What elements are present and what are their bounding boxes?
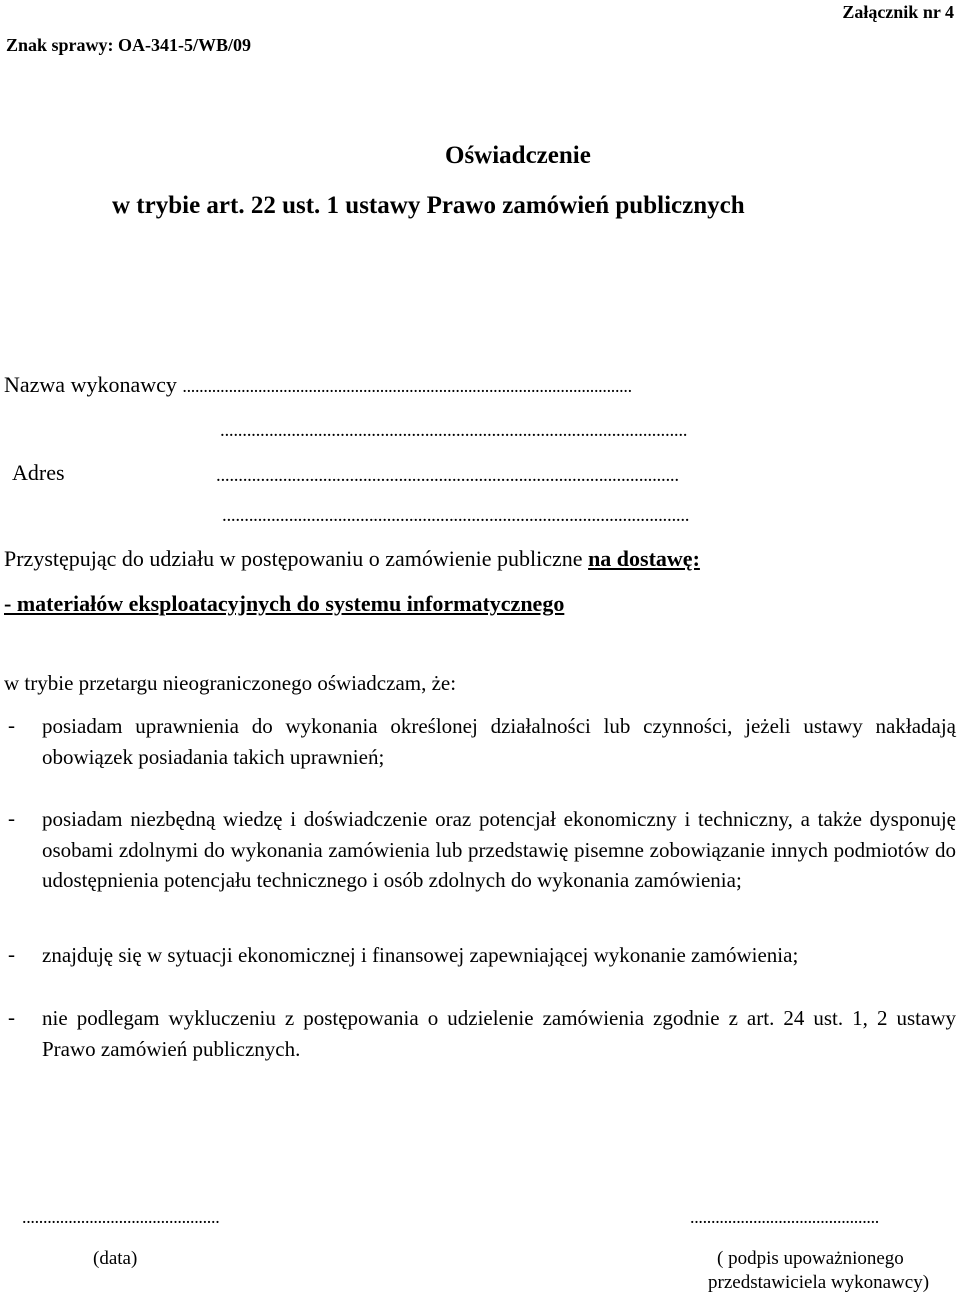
contractor-address-dots-2: ......................................................................................................... [222, 505, 690, 526]
case-number: Znak sprawy: OA-341-5/WB/09 [6, 35, 252, 55]
intro-paragraph [4, 546, 700, 572]
document-title: Oświadczenie [445, 142, 591, 169]
statement-3-dash: - [8, 942, 15, 966]
statement-2-dash: - [8, 806, 15, 830]
contractor-address-label: Adres [12, 460, 65, 485]
signature-label-line2: przedstawiciela wykonawcy) [708, 1272, 930, 1293]
date-label: (data) [93, 1248, 138, 1269]
mode-statement: w trybie przetargu nieograniczonego oświadczam, że: [4, 671, 457, 695]
document-subtitle: w trybie art. 22 ust. 1 ustawy Prawo zamówień publicznych [112, 192, 745, 219]
date-dots: ............................................... [22, 1207, 220, 1227]
statement-3: znajduję się w sytuacji ekonomicznej i finansowej zapewniającej wykonanie zamówienia; [42, 943, 799, 967]
statement-1: posiadam uprawnienia do wykonania określonej działalności lub czynności, jeżeli ustawy nakładają obowiązek posiadania takich uprawnień; [42, 714, 956, 769]
delivery-label: na dostawę: [588, 546, 700, 571]
statement-4: nie podlegam wykluczeniu z postępowania o udzielenie zamówienia zgodnie z art. 24 ust. 1, 2 ustawy Prawo zamówień publicznych. [42, 1006, 956, 1061]
contractor-name-label: Nazwa wykonawcy [4, 372, 177, 397]
contractor-address-dots: ........................................................................................................ [216, 465, 679, 486]
attachment-number: Załącznik nr 4 [842, 2, 954, 22]
intro-text: Przystępując do udziału w postępowaniu o zamówienie publiczne [4, 546, 583, 571]
statement-4-dash: - [8, 1005, 15, 1029]
contractor-name-dots: ........................................................................................................... [182, 376, 632, 396]
statement-1-dash: - [8, 713, 15, 737]
signature-label-line1: ( podpis upoważnionego [717, 1248, 904, 1269]
statement-2: posiadam niezbędną wiedzę i doświadczenie oraz potencjał ekonomiczny i techniczny, a także dysponuję osobami zdolnymi do wykonania zamówienia lub przedstawię pisemne zobowiązanie innych podmiotów do udostępnienia potencjału technicznego i osób zdolnych do wykonania zamówienia; [42, 807, 956, 892]
contractor-name-line [4, 372, 632, 398]
contractor-name-dots-2: ......................................................................................................... [220, 420, 688, 441]
order-subject: - materiałów eksploatacyjnych do systemu informatycznego [4, 591, 565, 616]
signature-dots: ............................................. [690, 1207, 880, 1227]
